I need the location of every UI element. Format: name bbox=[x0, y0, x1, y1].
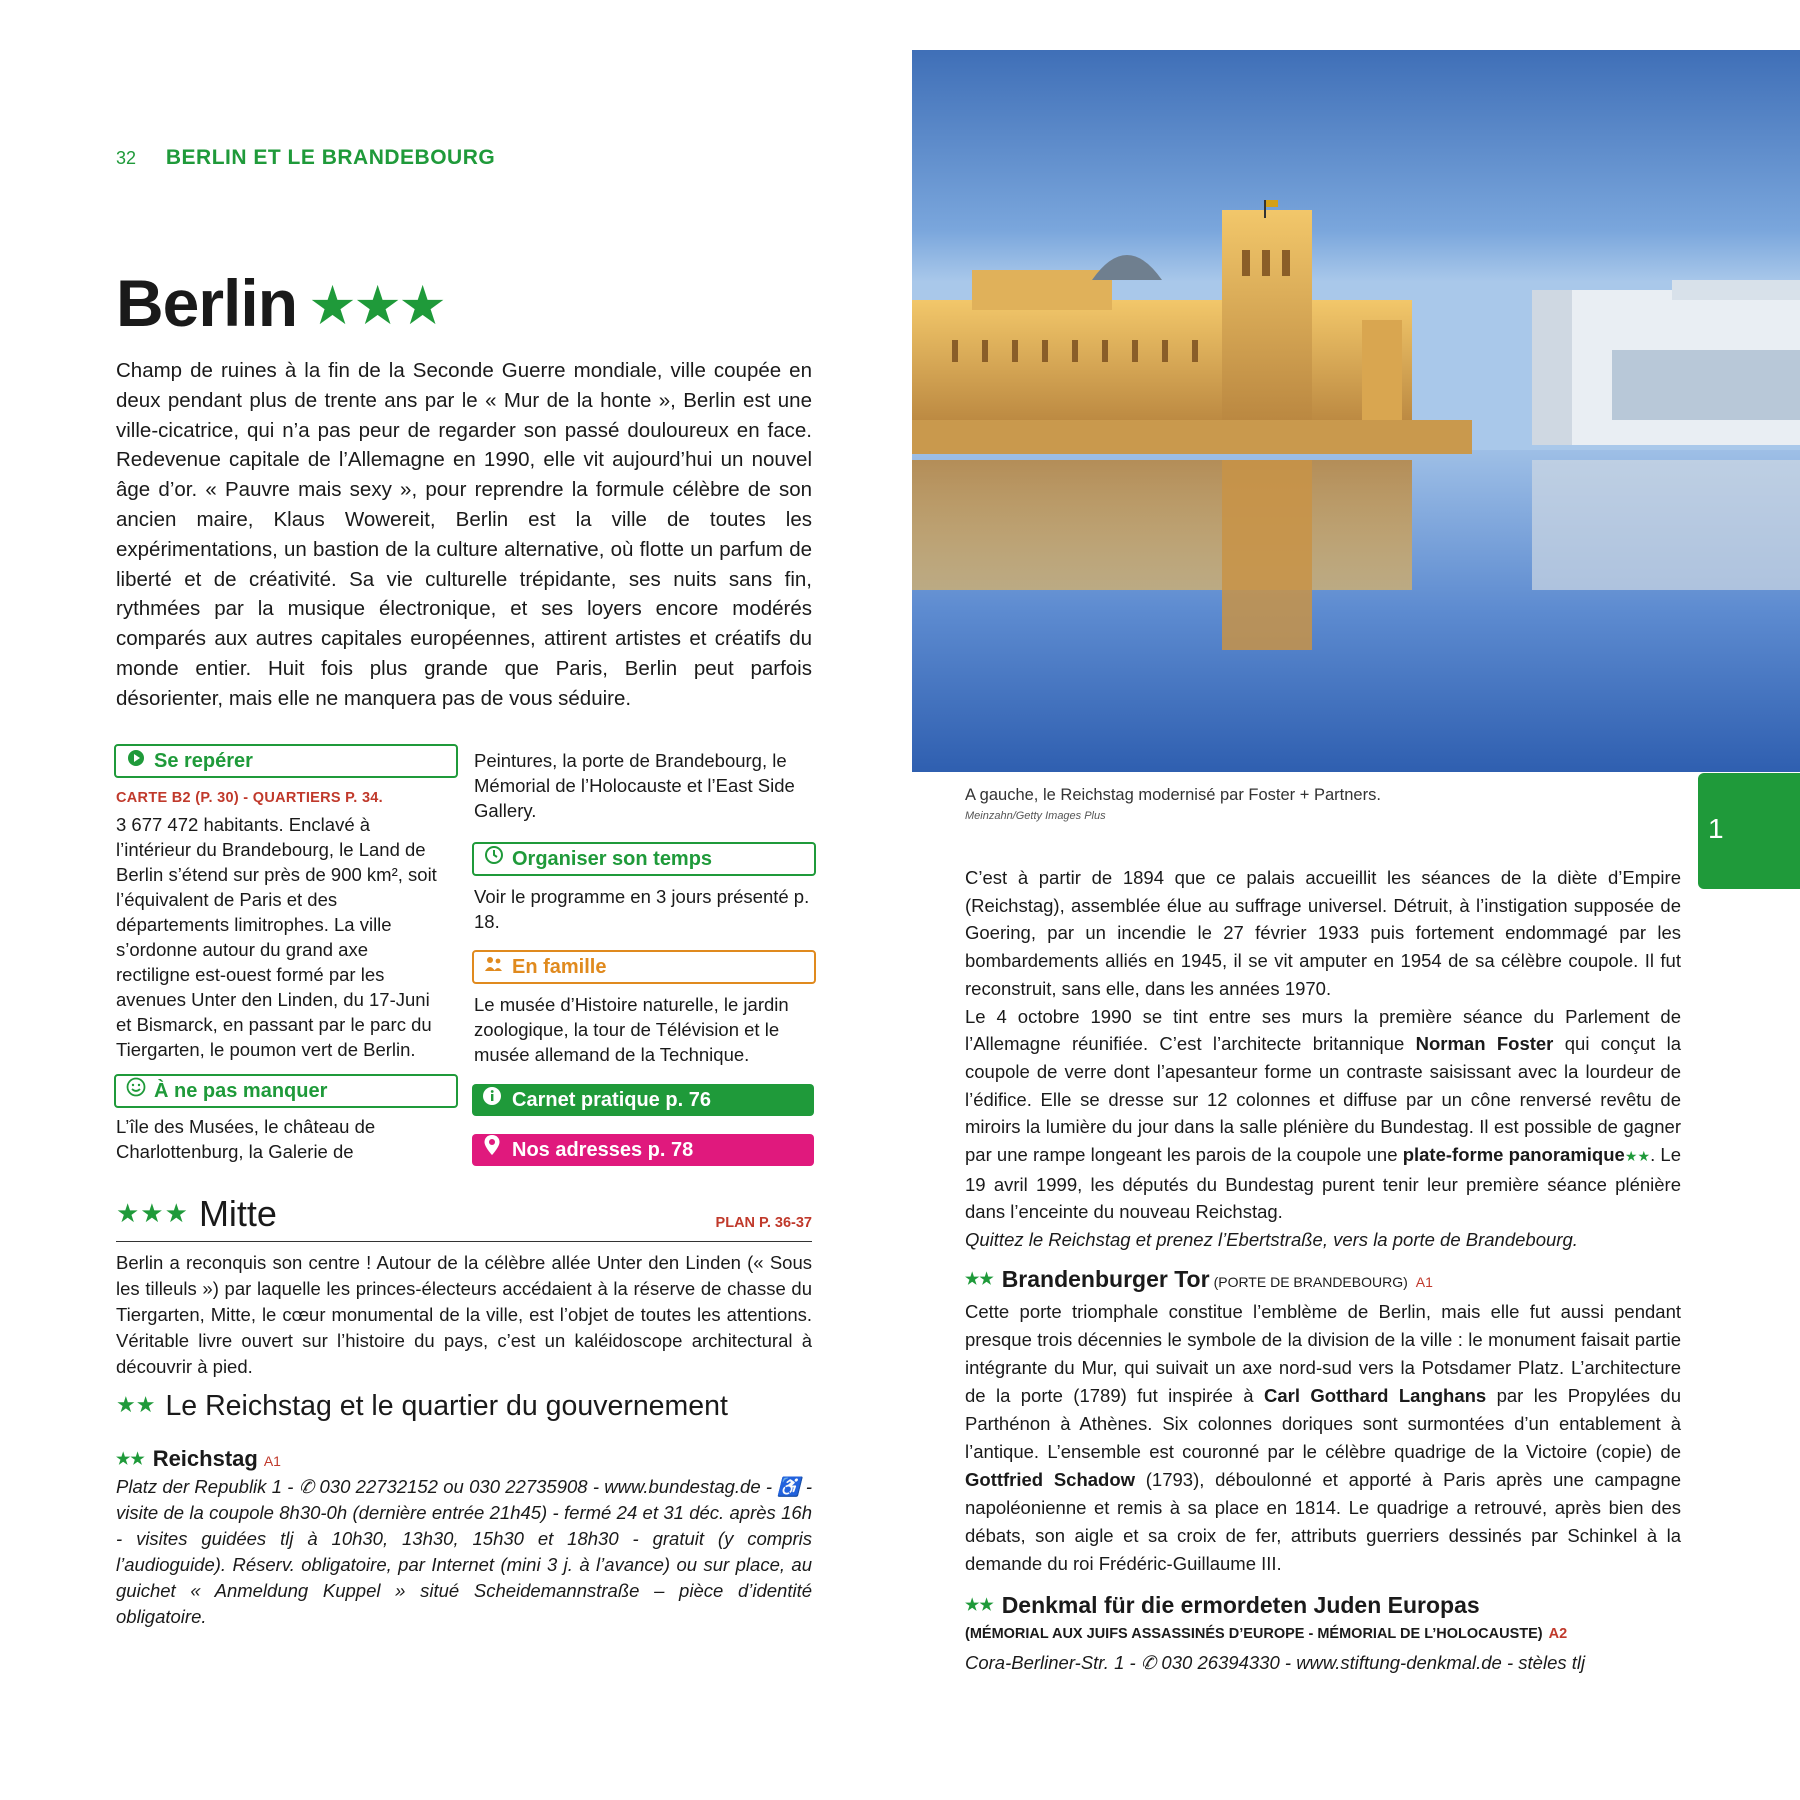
text-run: qui conçut la coupole de verre dont l’apesanteur forme un contraste saisissant avec la lourdeur de l’édifice. Elle se dresse sur 12 colonnes et diffuse par un cône renversé revêtu de miroirs la lumière du jour dans la salle plénière du Bundestag. Il est possible de gagner par une rampe longeant les parois de la coupole une bbox=[965, 1033, 1682, 1166]
info-icon bbox=[482, 1084, 502, 1116]
organiser-text: Voir le programme en 3 jours présenté p. 18. bbox=[474, 886, 810, 932]
running-header bbox=[116, 146, 495, 170]
organiser-box bbox=[472, 842, 816, 876]
text-run: . Le 19 avril 1999, les députés du Bundestag purent tenir leur première séance plénière dans l’enceinte du nouveau Reichstag. bbox=[965, 1144, 1682, 1223]
denkmal-practical-info: Cora-Berliner-Str. 1 - ✆ 030 26394330 - www.stiftung-denkmal.de - stèles tlj bbox=[965, 1652, 1586, 1673]
langhans-name: Carl Gotthard Langhans bbox=[1263, 1385, 1487, 1406]
section-title: BERLIN ET LE BRANDEBOURG bbox=[165, 146, 496, 169]
photo-caption: A gauche, le Reichstag modernisé par Foster + Partners. bbox=[965, 786, 1381, 804]
ne-pas-manquer-text: L’île des Musées, le château de Charlottenburg, la Galerie de bbox=[116, 1116, 376, 1162]
brandenburger-stars: ★★ bbox=[965, 1271, 994, 1288]
plate-forme-stars: ★★ bbox=[1624, 1148, 1651, 1165]
reichstag-section-heading bbox=[116, 1390, 728, 1423]
text-run: par les Propylées du Parthénon à Athènes. Six colonnes doriques sont surmontées d’un entablement à l’antique. L’ensemble est couronné par le célèbre quadrige de la Victoire (copie) de bbox=[965, 1385, 1681, 1462]
mitte-stars: ★★★ bbox=[116, 1198, 189, 1228]
schadow-name: Gottfried Schadow bbox=[965, 1469, 1136, 1490]
text-run: Cette porte triomphale constitue l’emblème de Berlin, mais elle fut aussi pendant presque trois décennies le symbole de la division de la ville : le monument faisait partie intégrante du Mur, qui suivait un axe nord-sud vers la Potsdamer Platz. L’architecture de la porte (1789) fut inspirée à bbox=[965, 1301, 1681, 1406]
chapter-number: 1 bbox=[1708, 813, 1724, 844]
ne-pas-manquer-label: À ne pas manquer bbox=[154, 1080, 328, 1102]
en-famille-label: En famille bbox=[512, 956, 607, 978]
en-famille-box bbox=[472, 950, 816, 984]
nos-adresses-label: Nos adresses p. 78 bbox=[512, 1139, 694, 1161]
se-reperer-text: 3 677 472 habitants. Enclavé à l’intérieur du Brandebourg, le Land de Berlin s’étend sur près de 900 km², soit l’équivalent de Paris et des départements limitrophes. La ville s’ordonne autour du grand axe rectiligne est-ouest formé par les avenues Unter den Linden, du 17-Juni et Bismarck, en passant par le parc du Tiergarten, le poumon vert de Berlin. bbox=[116, 814, 437, 1060]
brandenburger-heading bbox=[965, 1266, 1433, 1293]
title-text: Berlin bbox=[116, 266, 298, 340]
reichstag-section-title: Le Reichstag et le quartier du gouvernement bbox=[165, 1390, 728, 1422]
denkmal-subtitle-line bbox=[965, 1626, 1567, 1642]
nos-adresses-link[interactable] bbox=[472, 1134, 814, 1166]
mitte-plan-ref: PLAN P. 36-37 bbox=[715, 1215, 812, 1231]
en-famille-text: Le musée d’Histoire naturelle, le jardin zoologique, la tour de Télévision et le musée allemand de la Technique. bbox=[474, 994, 789, 1065]
se-reperer-label: Se repérer bbox=[154, 750, 253, 772]
text-run: Le 4 octobre 1990 se tint entre ses murs la première séance du Parlement de l’Allemagne réunifiée. C’est l’architecte britannique bbox=[965, 1005, 1681, 1055]
reichstag-stars: ★★ bbox=[116, 1451, 145, 1468]
family-icon bbox=[484, 952, 504, 982]
pin-icon bbox=[482, 1134, 502, 1166]
page-title bbox=[116, 266, 447, 340]
reichstag-history-paragraph: C’est à partir de 1894 que ce palais accueillit les séances de la diète d’Empire (Reichstag), assemblée élue au suffrage universel. Détruit, à l’instigation supposée de Goering, par un incendie le 27 février 1933 puis fortement endommagé par les bombardements alliés en 1945, il se vit amputer en 1954 de sa célèbre coupole. Il fut reconstruit, sans elle, dans les années 1970. bbox=[965, 867, 1681, 999]
denkmal-heading bbox=[965, 1592, 1480, 1619]
chapter-tab bbox=[1698, 773, 1800, 889]
se-reperer-box bbox=[114, 744, 458, 778]
text-run: (1793), déboulonné et apporté à Paris après une campagne napoléonienne et remis à sa place en 1814. Le quadrige a retrouvé, après bien des débats, son aigle et sa croix de fer, attributs guerriers dessinés par Schinkel à la demande du roi Frédéric-Guillaume III. bbox=[965, 1469, 1681, 1574]
reichstag-name: Reichstag bbox=[152, 1446, 258, 1471]
reichstag-heading bbox=[116, 1446, 281, 1472]
norman-foster-name: Norman Foster bbox=[1415, 1033, 1554, 1055]
denkmal-stars: ★★ bbox=[965, 1597, 994, 1614]
page-number: 32 bbox=[116, 148, 137, 168]
route-directions: Quittez le Reichstag et prenez l’Ebertstraße, vers la porte de Brandebourg. bbox=[965, 1229, 1578, 1251]
mitte-paragraph: Berlin a reconquis son centre ! Autour de la célèbre allée Unter den Linden (« Sous les tilleuls ») par laquelle les princes-électeurs accédaient à la réserve de chasse du Tiergarten, Mitte, le cœur monumental de la ville, est l’objet de toutes les attentions. Véritable livre ouvert sur l’histoire du pays, c’est un kaléidoscope architectural à découvrir à pied. bbox=[116, 1252, 812, 1377]
reichstag-section-stars: ★★ bbox=[116, 1392, 156, 1417]
plate-forme-term: plate-forme panoramique bbox=[1402, 1144, 1625, 1166]
brandenburger-paragraph bbox=[965, 1298, 1681, 1578]
reichstag-grid: A1 bbox=[263, 1453, 281, 1469]
brandenburger-subtitle: (PORTE DE BRANDEBOURG) bbox=[1213, 1274, 1408, 1290]
title-stars: ★★★ bbox=[311, 280, 447, 333]
mitte-heading bbox=[116, 1193, 812, 1242]
carnet-pratique-link[interactable] bbox=[472, 1084, 814, 1116]
reichstag-practical-info: Platz der Republik 1 - ✆ 030 22732152 ou 030 22735908 - www.bundestag.de - ♿ - visite de la coupole 8h30-0h (dernière entrée 21h45) - fermé 24 et 31 déc. après 16h - visites guidées tlj à 10h30, 13h30, 15h30 et 18h30 - gratuit (y compris l’audioguide). Réserv. obligatoire, par Internet (mini 3 j. à l’avance) ou sur place, au guichet « Anmeldung Kuppel » situé Scheidemannstraße – pièce d’identité obligatoire. bbox=[116, 1476, 812, 1627]
brandenburger-grid: A1 bbox=[1415, 1274, 1433, 1290]
clock-icon bbox=[484, 844, 504, 874]
mitte-title: Mitte bbox=[198, 1193, 277, 1234]
ne-pas-manquer-continued: Peintures, la porte de Brandebourg, le Mémorial de l’Holocauste et l’East Side Gallery. bbox=[474, 750, 795, 821]
denkmal-subtitle: (MÉMORIAL AUX JUIFS ASSASSINÉS D’EUROPE - MÉMORIAL DE L’HOLOCAUSTE) bbox=[965, 1626, 1543, 1642]
se-reperer-ref: CARTE B2 (P. 30) - QUARTIERS P. 34. bbox=[116, 790, 384, 806]
organiser-label: Organiser son temps bbox=[512, 848, 713, 870]
denkmal-name: Denkmal für die ermordeten Juden Europas bbox=[1001, 1592, 1480, 1618]
ne-pas-manquer-box bbox=[114, 1074, 458, 1108]
intro-paragraph: Champ de ruines à la fin de la Seconde Guerre mondiale, ville coupée en deux pendant plus de trente ans par le « Mur de la honte », Berlin est une ville-cicatrice, qui n’a pas peur de regarder son passé douloureux en face. Redevenue capitale de l’Allemagne en 1990, elle vit aujourd’hui un nouvel âge d’or. « Pauvre mais sexy », pour reprendre la formule célèbre de son ancien maire, Klaus Wowereit, Berlin est la ville de toutes les expérimentations, un bastion de la culture alternative, où flotte un parfum de liberté et de créativité. Sa vie culturelle trépidante, ses nuits sans fin, rythmées par la musique électronique, et ses loyers encore modérés comparés aux autres capitales européennes, attirent artistes et créatifs du monde entier. Huit fois plus grande que Paris, Berlin peut parfois désorienter, mais elle ne manquera pas de vous séduire. bbox=[116, 359, 812, 710]
play-circle-icon bbox=[126, 746, 146, 776]
photo-credit: Meinzahn/Getty Images Plus bbox=[965, 810, 1106, 822]
smiley-icon bbox=[126, 1076, 146, 1106]
reichstag-description bbox=[965, 864, 1681, 1254]
denkmal-grid: A2 bbox=[1548, 1626, 1568, 1642]
reichstag-photo bbox=[912, 50, 1800, 772]
brandenburger-name: Brandenburger Tor bbox=[1001, 1266, 1210, 1292]
carnet-pratique-label: Carnet pratique p. 76 bbox=[512, 1089, 711, 1111]
reichstag-foster-paragraph bbox=[965, 1003, 1681, 1227]
